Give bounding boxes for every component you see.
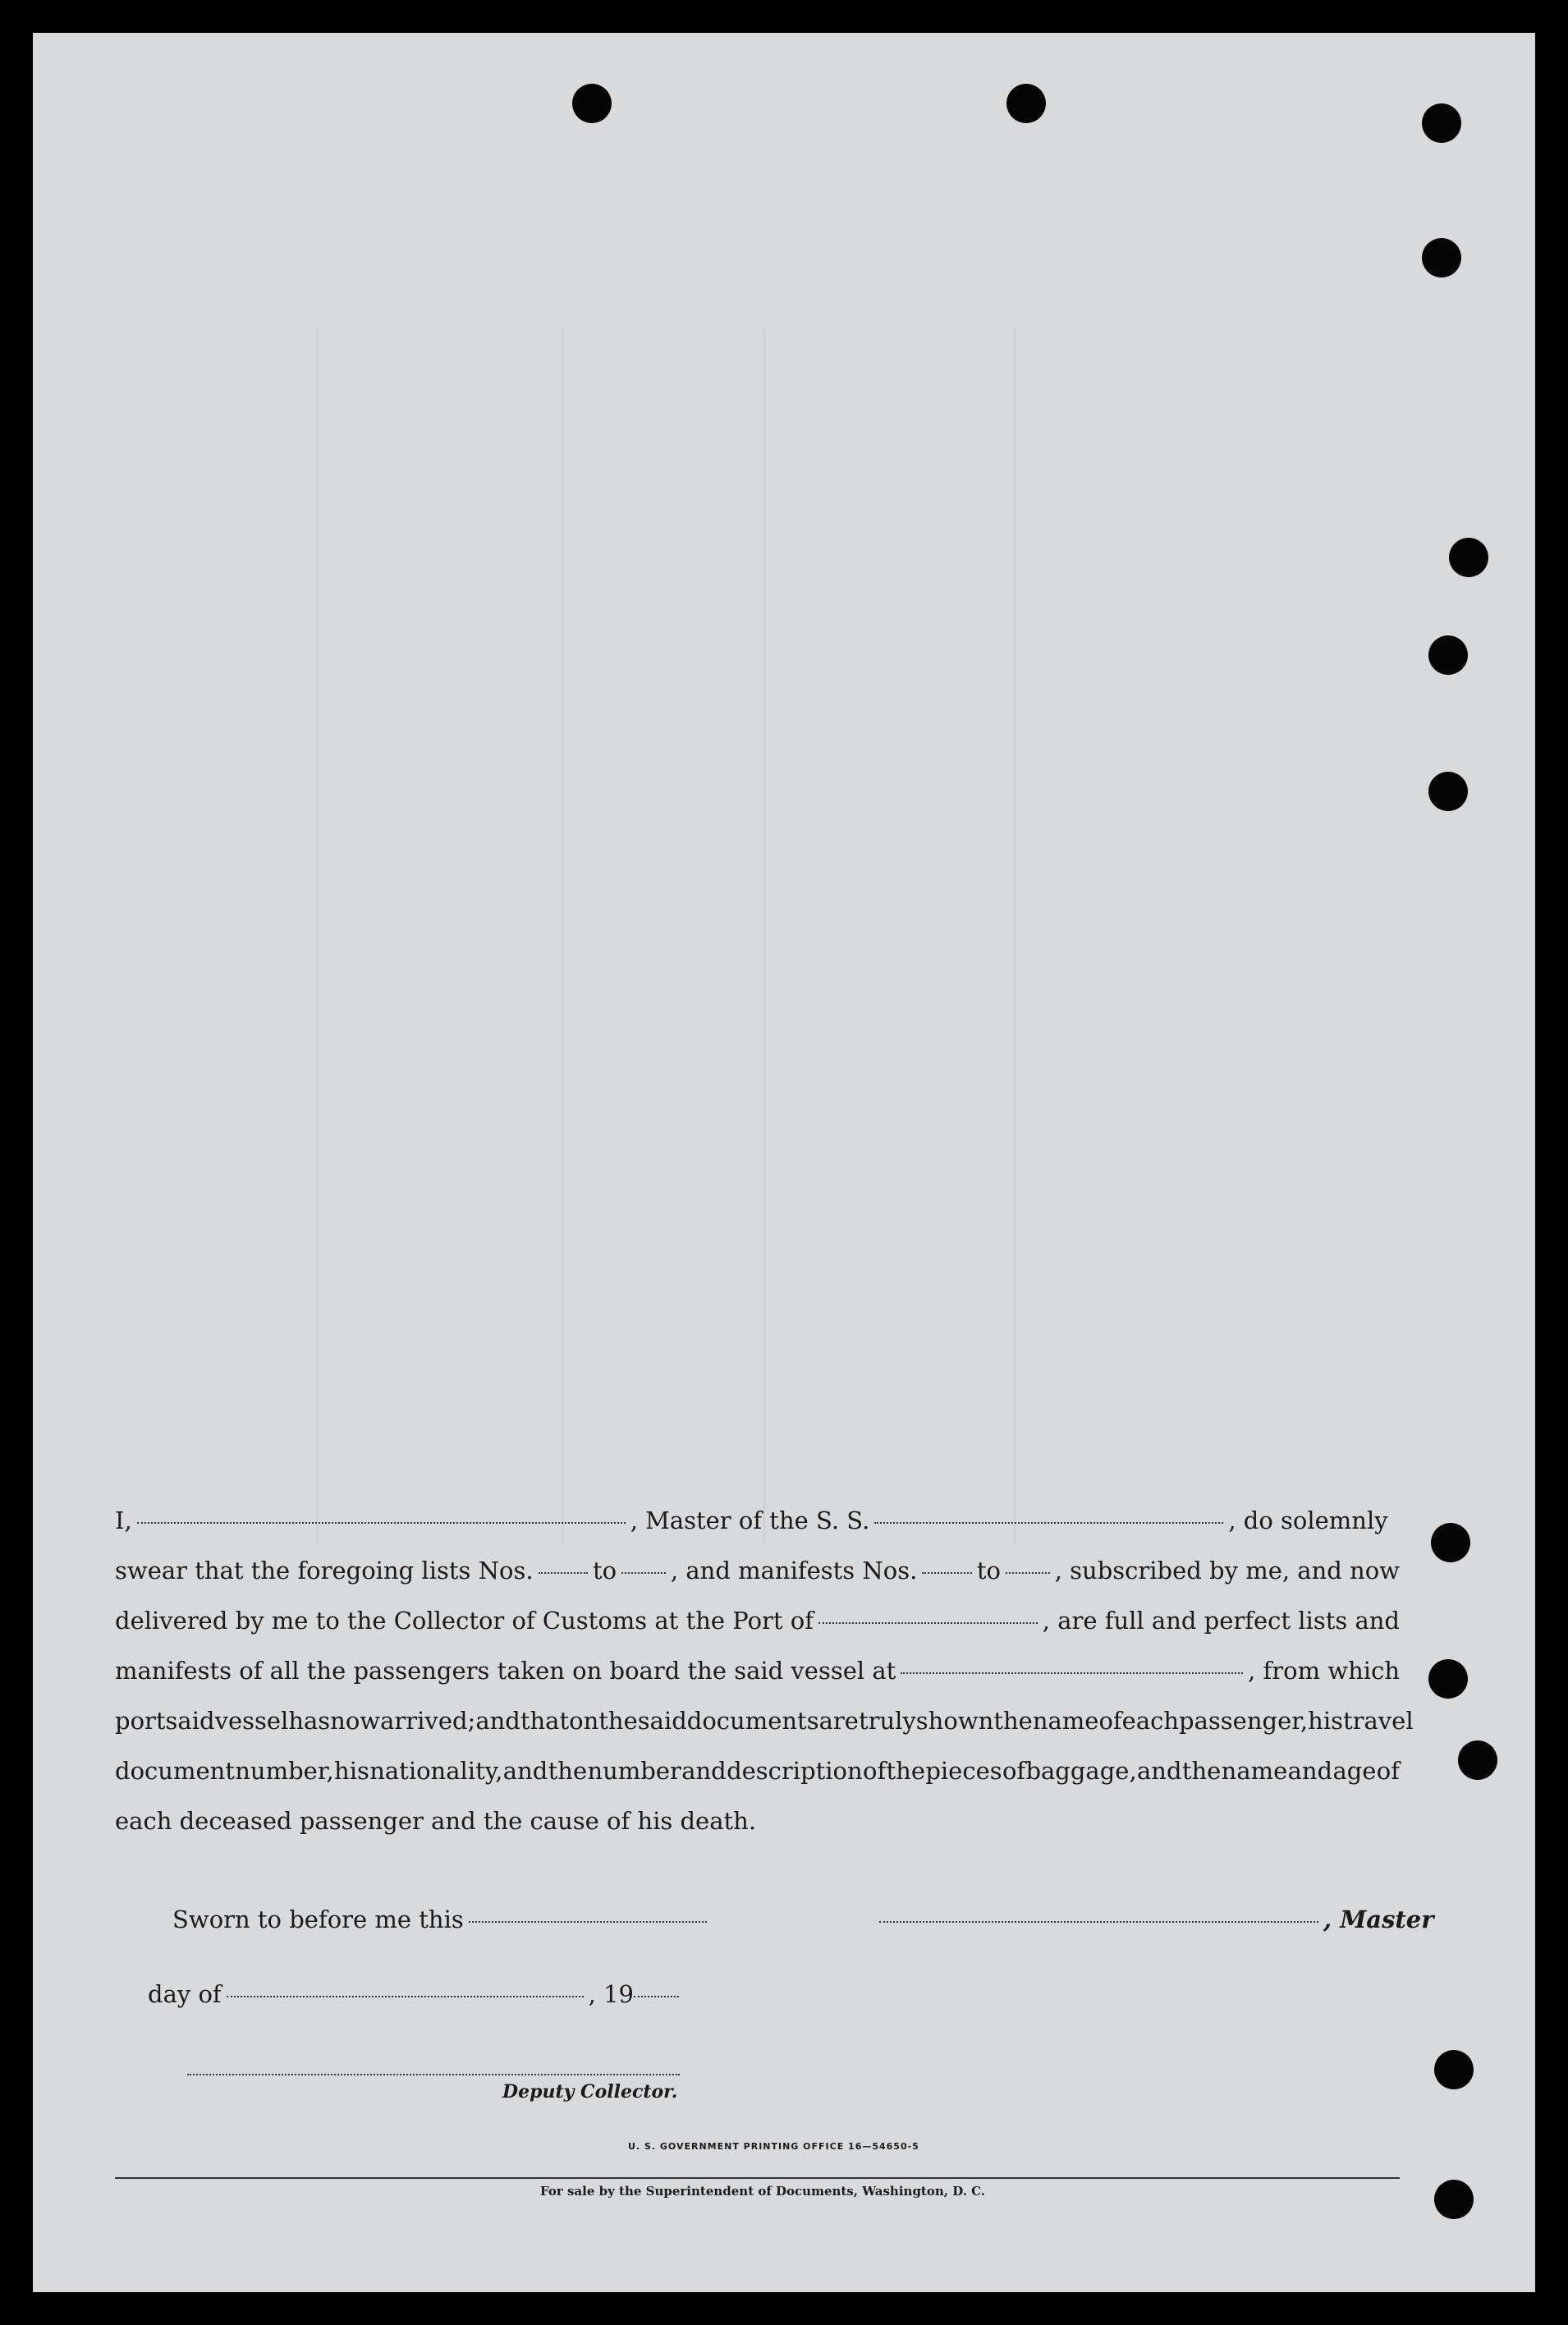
year-blank[interactable] xyxy=(634,1996,679,1997)
master-name-blank[interactable] xyxy=(137,1522,626,1524)
oath-line-4 xyxy=(115,1646,1400,1696)
oath-word: of xyxy=(863,1757,887,1785)
oath-word: of xyxy=(1376,1757,1400,1785)
oath-word: of xyxy=(1002,1757,1026,1785)
punch-hole xyxy=(1428,1659,1468,1699)
oath-line-2 xyxy=(115,1546,1400,1596)
full-perfect-label: , are full and perfect lists and xyxy=(1042,1607,1400,1635)
vessel-at-blank[interactable] xyxy=(901,1672,1243,1674)
oath-word: baggage, xyxy=(1025,1757,1137,1785)
lists-to-blank[interactable] xyxy=(621,1572,666,1574)
punch-hole xyxy=(1422,103,1461,143)
taken-on-board-label: manifests of all the passengers taken on board the said vessel at xyxy=(115,1657,896,1685)
oath-line-7 xyxy=(115,1796,1400,1846)
sworn-date-blank[interactable] xyxy=(469,1921,707,1923)
deputy-collector-label: Deputy Collector. xyxy=(502,2081,678,2103)
oath-word: and xyxy=(1287,1757,1333,1785)
punch-hole xyxy=(1434,2180,1474,2219)
oath-word: description xyxy=(727,1757,863,1785)
oath-word: passenger, xyxy=(1179,1707,1309,1735)
oath-line-1 xyxy=(115,1496,1400,1546)
manifests-to-label: to xyxy=(976,1557,1001,1584)
master-of-ss-label: , Master of the S. S. xyxy=(630,1506,870,1534)
punch-hole xyxy=(1431,1523,1470,1562)
oath-word: name xyxy=(1221,1757,1288,1785)
manifests-from-blank[interactable] xyxy=(922,1572,971,1574)
oath-word: on xyxy=(569,1707,599,1735)
oath-word: each xyxy=(1121,1707,1180,1735)
ship-name-blank[interactable] xyxy=(874,1522,1223,1524)
oath-word: the xyxy=(993,1707,1033,1735)
lists-from-blank[interactable] xyxy=(539,1572,588,1574)
oath-word: and xyxy=(475,1707,520,1735)
from-which-label: , from which xyxy=(1248,1657,1400,1685)
oath-word: number, xyxy=(235,1757,334,1785)
oath-word: his xyxy=(334,1757,369,1785)
oath-word: name xyxy=(1032,1707,1099,1735)
ghost-column-line xyxy=(562,328,564,1543)
ghost-column-line xyxy=(763,328,765,1543)
oath-word: pieces xyxy=(925,1757,1002,1785)
oath-word: number xyxy=(587,1757,681,1785)
oath-word: his xyxy=(1308,1707,1343,1735)
oath-word: truly xyxy=(858,1707,916,1735)
subscribed-label: , subscribed by me, and now xyxy=(1054,1557,1401,1584)
port-of-label: delivered by me to the Collector of Customs at the Port of xyxy=(115,1607,814,1635)
oath-i: I, xyxy=(115,1506,132,1534)
punch-hole xyxy=(1428,635,1468,675)
oath-word: the xyxy=(598,1707,638,1735)
oath-word: that xyxy=(520,1707,570,1735)
oath-line-6 xyxy=(115,1746,1400,1796)
deputy-signature-blank[interactable] xyxy=(187,2074,680,2075)
oath-word: now xyxy=(330,1707,381,1735)
ghost-column-line xyxy=(316,328,318,1543)
oath-word: the xyxy=(886,1757,926,1785)
day-of-label: day of xyxy=(148,1980,222,2008)
year-label: , 19 xyxy=(588,1980,634,2008)
oath-word: document xyxy=(115,1757,235,1785)
punch-hole xyxy=(1458,1740,1497,1780)
manifests-nos-label: , and manifests Nos. xyxy=(670,1557,918,1584)
oath-word: and xyxy=(1136,1757,1182,1785)
punch-hole xyxy=(1434,2050,1474,2089)
oath-word: has xyxy=(288,1707,331,1735)
lists-nos-label: swear that the foregoing lists Nos. xyxy=(115,1557,534,1584)
punch-hole xyxy=(1422,238,1461,277)
oath-word: port xyxy=(115,1707,166,1735)
manifest-page xyxy=(33,33,1535,2292)
oath-text-7: each deceased passenger and the cause of his death. xyxy=(115,1807,757,1835)
oath-word: of xyxy=(1098,1707,1122,1735)
punch-hole xyxy=(1428,772,1468,811)
oath-word: are xyxy=(818,1707,859,1735)
solemnly-label: , do solemnly xyxy=(1228,1506,1388,1534)
gpo-imprint: U. S. GOVERNMENT PRINTING OFFICE 16—54650-5 xyxy=(628,2141,919,2152)
punch-hole xyxy=(1449,538,1488,577)
oath-word: age xyxy=(1332,1757,1377,1785)
oath-line-3 xyxy=(115,1596,1400,1646)
oath-word: the xyxy=(548,1757,588,1785)
oath-word: documents xyxy=(686,1707,819,1735)
oath-word: and xyxy=(502,1757,548,1785)
oath-word: said xyxy=(165,1707,215,1735)
oath-word: shown xyxy=(915,1707,994,1735)
manifests-to-blank[interactable] xyxy=(1006,1572,1050,1574)
oath-word: the xyxy=(1181,1757,1222,1785)
oath-line-5 xyxy=(115,1696,1414,1746)
sworn-line xyxy=(172,1905,712,1933)
oath-word: vessel xyxy=(214,1707,289,1735)
oath-word: arrived; xyxy=(380,1707,476,1735)
master-signature-blank[interactable] xyxy=(879,1921,1318,1923)
master-signature-line xyxy=(874,1905,1434,1933)
footer-rule xyxy=(115,2177,1400,2179)
footer-note: For sale by the Superintendent of Documents, Washington, D. C. xyxy=(540,2184,986,2199)
sworn-label: Sworn to before me this xyxy=(172,1905,464,1933)
oath-word: said xyxy=(637,1707,687,1735)
lists-to-label: to xyxy=(593,1557,617,1584)
day-line xyxy=(148,1980,684,2008)
punch-hole xyxy=(1006,84,1046,123)
day-month-blank[interactable] xyxy=(227,1996,584,1997)
punch-hole xyxy=(572,84,612,123)
ghost-column-line xyxy=(1014,328,1016,1543)
port-blank[interactable] xyxy=(818,1622,1038,1624)
oath-paragraph xyxy=(115,1496,1414,1846)
master-label: , Master xyxy=(1323,1905,1434,1933)
oath-word: nationality, xyxy=(369,1757,503,1785)
oath-word: travel xyxy=(1342,1707,1414,1735)
oath-word: and xyxy=(681,1757,727,1785)
